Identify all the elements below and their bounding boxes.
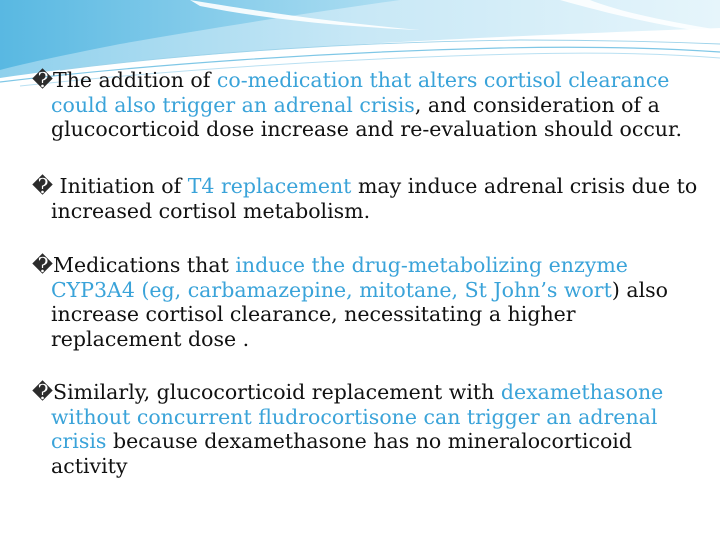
bullet-text: may induce adrenal crisis due to increased cortisol metabolism. (51, 174, 698, 223)
bullet-marker-icon: � (32, 253, 54, 277)
bullet-highlight-text: co-medication that alters cortisol clearance could also trigger an adrenal crisis (51, 68, 670, 117)
bullet-text: The addition of (53, 68, 217, 92)
bullet-text: Initiation of (53, 174, 188, 198)
bullet-highlight-text: induce the drug-metabolizing enzyme CYP3A4 (eg, carbamazepine, mitotane, St John’s wort (51, 253, 628, 302)
bullet-item-dexamethasone (32, 380, 711, 478)
bullet-item-t4-replacement (32, 174, 711, 223)
bullet-marker-icon: � (32, 174, 54, 198)
bullet-highlight-text: dexamethasone without concurrent fludrocortisone can trigger an adrenal crisis (51, 380, 664, 453)
bullet-text: Medications that (53, 253, 236, 277)
bullet-text: ) also increase cortisol clearance, necessitating a higher replacement dose . (51, 277, 668, 351)
bullet-highlight-text: T4 replacement (187, 174, 352, 198)
bullet-item-co-medication (32, 68, 711, 142)
bullet-text: Similarly, glucocorticoid replacement with (53, 380, 501, 404)
bullet-item-cyp3a4-inducers (32, 253, 711, 351)
bullet-text: , and consideration of a glucocorticoid dose increase and re-evaluation should occur. (51, 92, 683, 141)
bullet-marker-icon: � (32, 68, 54, 92)
bullet-marker-icon: � (32, 380, 54, 404)
bullet-text: because dexamethasone has no mineralocorticoid activity (51, 429, 632, 478)
